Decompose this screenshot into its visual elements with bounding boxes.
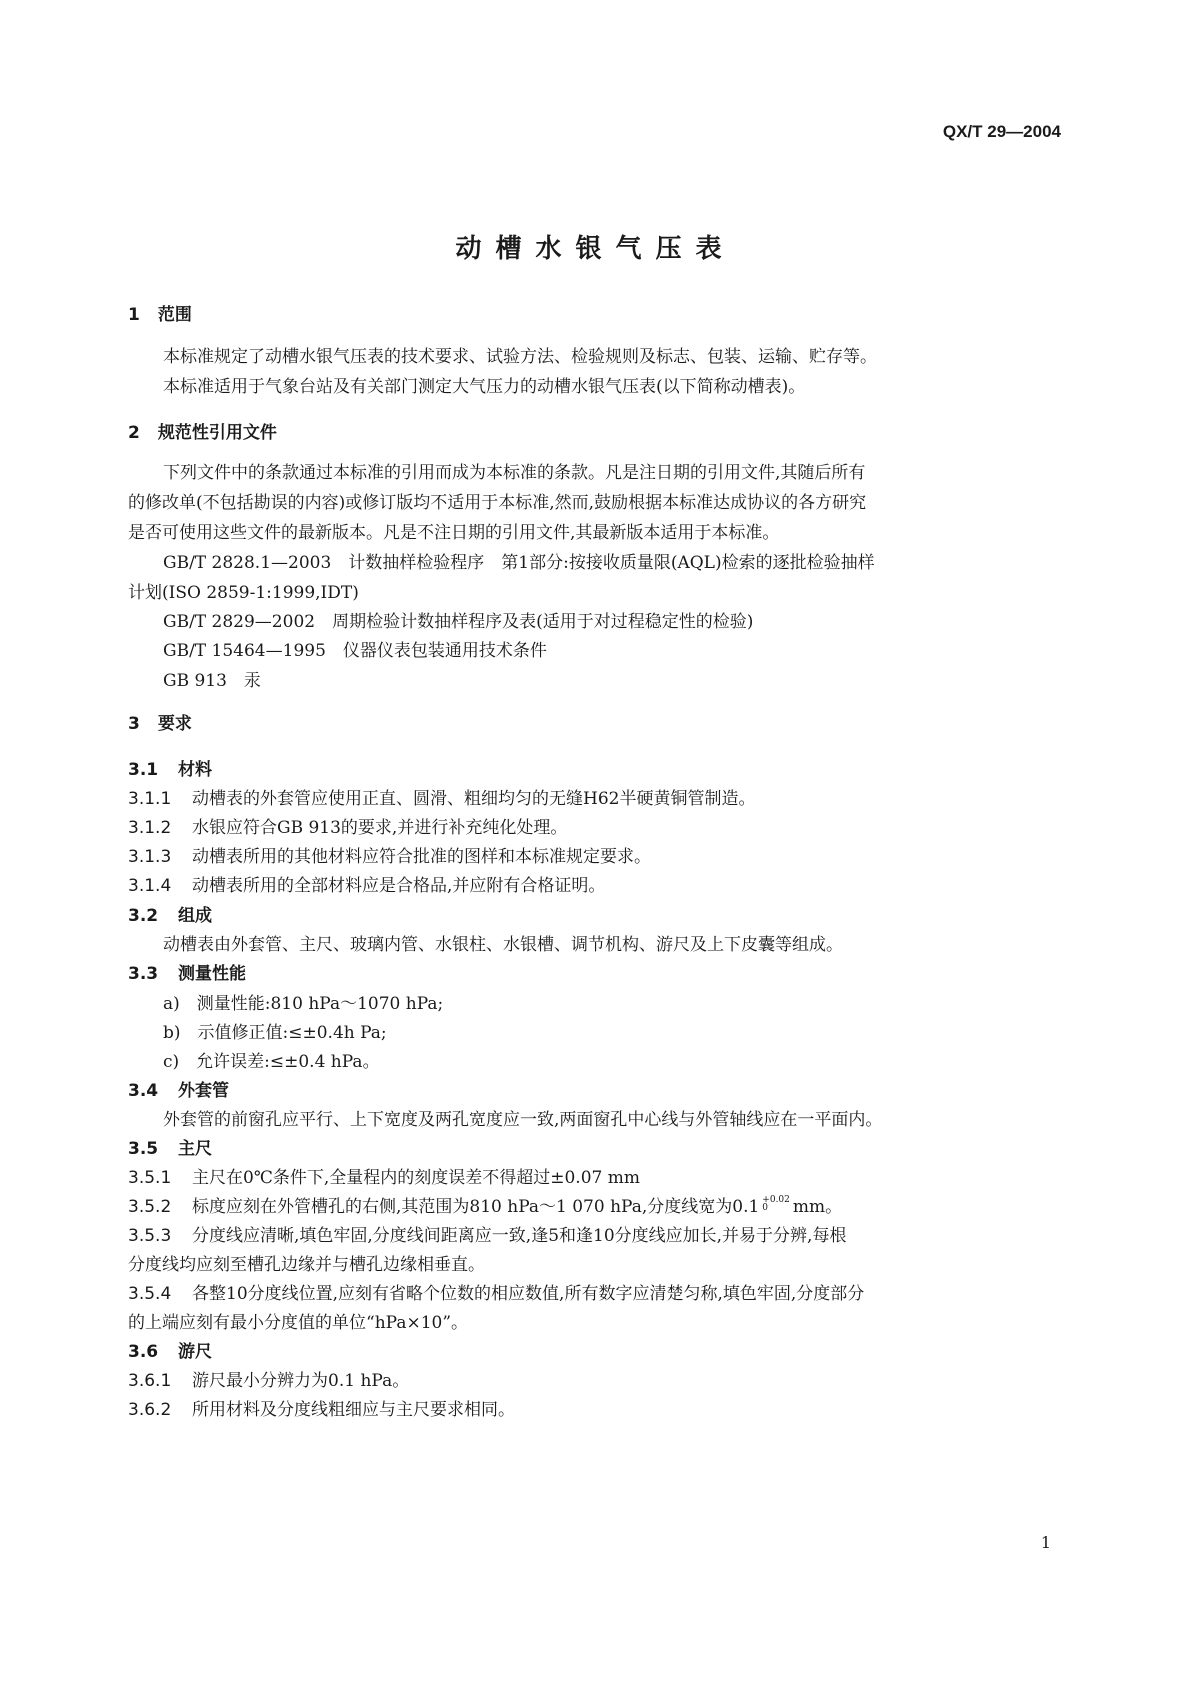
section-1-heading	[128, 304, 192, 326]
document-title: 动槽水银气压表	[455, 234, 736, 264]
subsection-3-1-heading: 3.1 材料	[128, 760, 212, 780]
page-number: 1	[1040, 1533, 1051, 1552]
subsection-3-5-heading: 3.5 主尺	[128, 1139, 212, 1159]
subsection-3-2-heading: 3.2 组成	[128, 906, 212, 926]
paragraph: 的修改单(不包括勘误的内容)或修订版均不适用于本标准,然而,鼓励根据本标准达成协议的各方研究	[128, 493, 867, 513]
reference: GB/T 2829—2002 周期检验计数抽样程序及表(适用于对过程稳定性的检验)	[163, 612, 754, 632]
clause: 3.6.1 游尺最小分辨力为0.1 hPa。	[128, 1371, 410, 1391]
paragraph: 是否可使用这些文件的最新版本。凡是不注日期的引用文件,其最新版本适用于本标准。	[128, 523, 780, 543]
clause: 3.1.3 动槽表所用的其他材料应符合批准的图样和本标准规定要求。	[128, 847, 651, 867]
section-title: 范围	[157, 305, 192, 325]
section-2-heading	[128, 422, 277, 444]
paragraph: 外套管的前窗孔应平行、上下宽度及两孔宽度应一致,两面窗孔中心线与外管轴线应在一平面内。	[163, 1110, 883, 1130]
paragraph: 本标准规定了动槽水银气压表的技术要求、试验方法、检验规则及标志、包装、运输、贮存等。	[163, 347, 877, 367]
reference: GB/T 2828.1—2003 计数抽样检验程序 第1部分:按接收质量限(AQL)检索的逐批检验抽样	[163, 553, 875, 573]
subsection-3-6-heading: 3.6 游尺	[128, 1342, 212, 1362]
clause: 3.1.2 水银应符合GB 913的要求,并进行补充纯化处理。	[128, 818, 568, 838]
clause-continuation: 的上端应刻有最小分度值的单位“hPa×10”。	[128, 1313, 469, 1333]
section-number: 3	[128, 714, 140, 734]
subsection-3-3-heading: 3.3 测量性能	[128, 964, 246, 984]
clause: 3.5.1 主尺在0℃条件下,全量程内的刻度误差不得超过±0.07 mm	[128, 1168, 640, 1188]
list-item: c) 允许误差:≤±0.4 hPa。	[163, 1052, 380, 1072]
section-title: 规范性引用文件	[157, 423, 277, 443]
clause: 3.6.2 所用材料及分度线粗细应与主尺要求相同。	[128, 1400, 515, 1420]
clause: 3.1.1 动槽表的外套管应使用正直、圆滑、粗细均匀的无缝H62半硬黄铜管制造。	[128, 789, 756, 809]
paragraph: 动槽表由外套管、主尺、玻璃内管、水银柱、水银槽、调节机构、游尺及上下皮囊等组成。	[163, 935, 843, 955]
reference: 计划(ISO 2859-1:1999,IDT)	[128, 583, 359, 603]
tolerance-superscript: +0.02 0	[762, 1195, 790, 1213]
section-title: 要求	[157, 714, 192, 734]
section-number: 2	[128, 423, 140, 443]
list-item: a) 测量性能:810 hPa～1070 hPa;	[163, 994, 444, 1014]
clause: 3.5.3 分度线应清晰,填色牢固,分度线间距离应一致,逢5和逢10分度线应加长,并易于分辨,每根	[128, 1226, 847, 1246]
paragraph: 本标准适用于气象台站及有关部门测定大气压力的动槽水银气压表(以下简称动槽表)。	[163, 377, 806, 397]
clause: 3.5.4 各整10分度线位置,应刻有省略个位数的相应数值,所有数字应清楚匀称,填色牢固,分度部分	[128, 1284, 865, 1304]
section-3-heading	[128, 713, 192, 735]
reference: GB/T 15464—1995 仪器仪表包装通用技术条件	[163, 641, 547, 661]
subsection-3-4-heading: 3.4 外套管	[128, 1081, 229, 1101]
paragraph: 下列文件中的条款通过本标准的引用而成为本标准的条款。凡是注日期的引用文件,其随后所有	[163, 463, 866, 483]
list-item: b) 示值修正值:≤±0.4h Pa;	[163, 1023, 387, 1043]
clause: 3.1.4 动槽表所用的全部材料应是合格品,并应附有合格证明。	[128, 876, 606, 896]
clause: 3.5.2 标度应刻在外管槽孔的右侧,其范围为810 hPa～1 070 hPa,分度线宽为0.1 +0.02 0 mm。	[128, 1195, 843, 1217]
section-number: 1	[128, 305, 140, 325]
clause-continuation: 分度线均应刻至槽孔边缘并与槽孔边缘相垂直。	[128, 1255, 485, 1275]
reference: GB 913 汞	[163, 671, 261, 691]
standard-code: QX/T 29—2004	[942, 122, 1061, 141]
